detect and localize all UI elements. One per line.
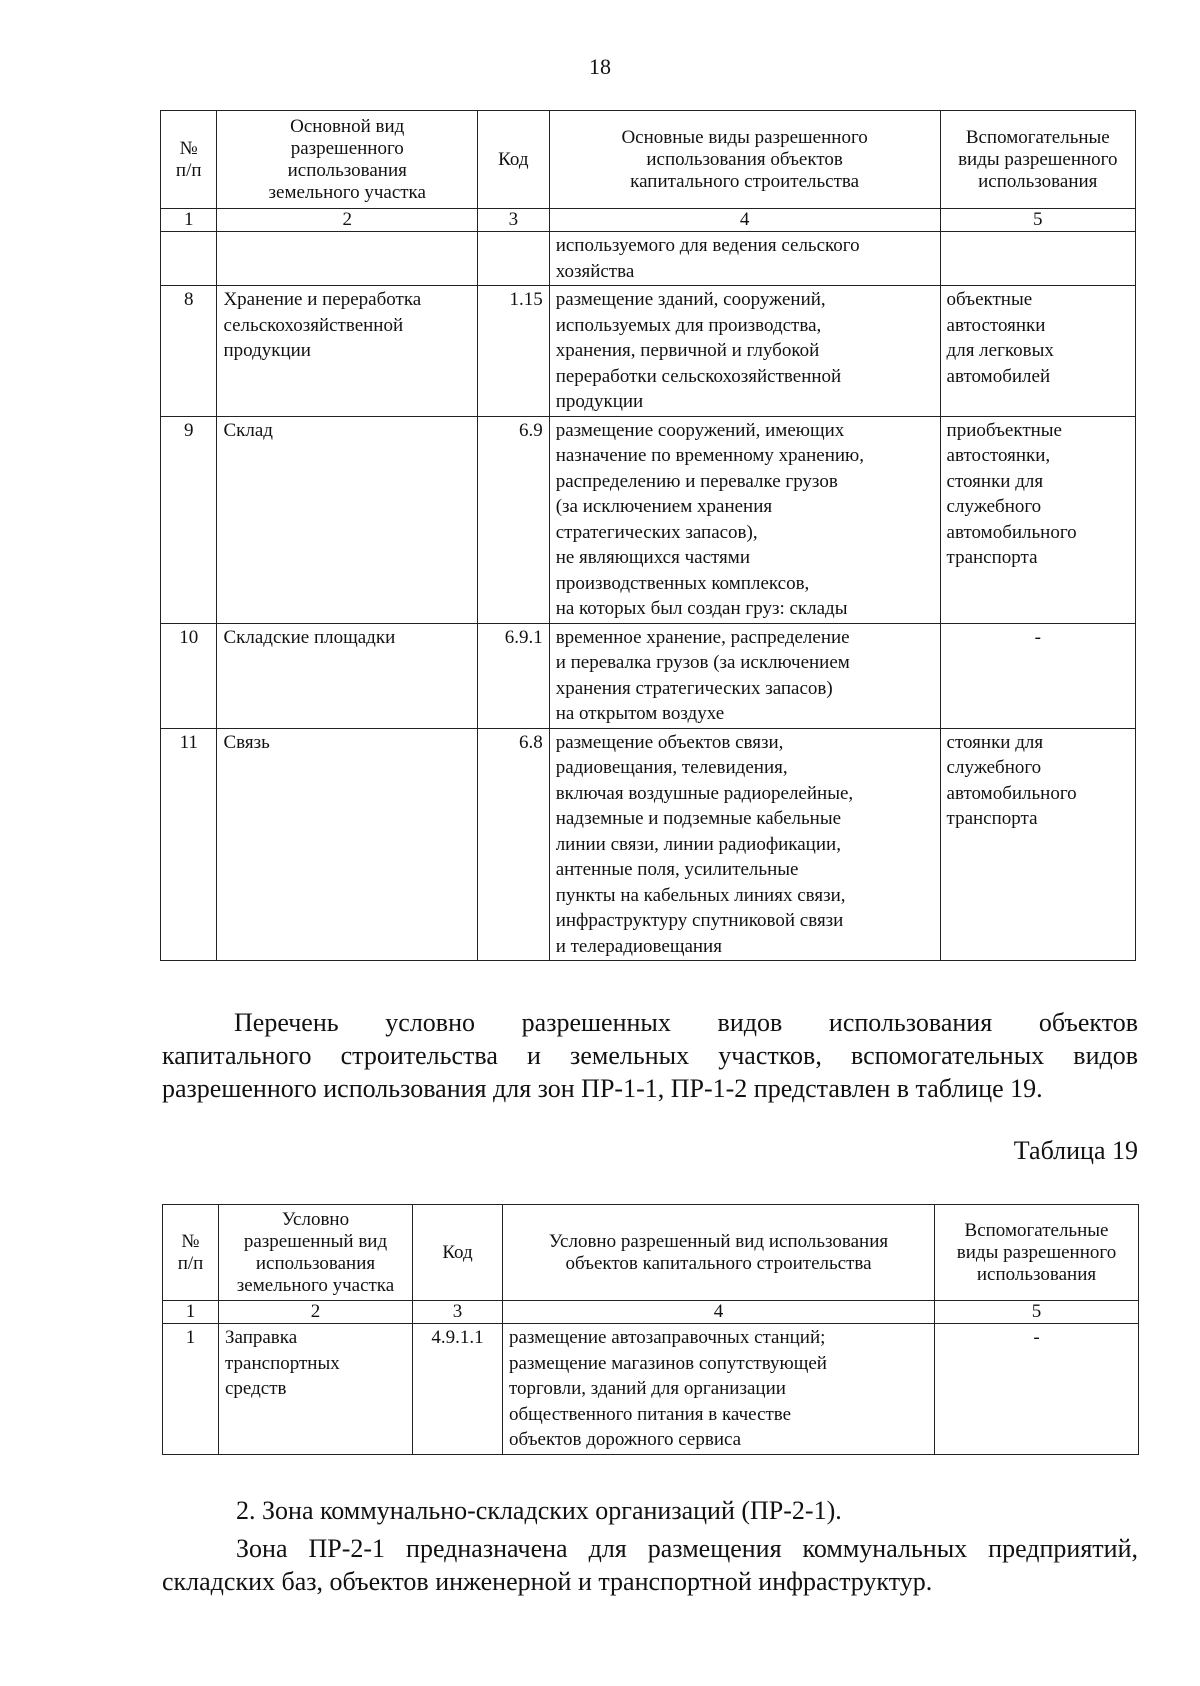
auxiliary-use: приобъектные автостоянки, стоянки для служебного автомобильного транспорта [940, 416, 1135, 623]
main-use-description: временное хранение, распределение и перевалка грузов (за исключением хранения стратегических запасов) на открытом воздухе [549, 623, 940, 728]
main-use-description: размещение объектов связи, радиовещания, телевидения, включая воздушные радиорелейные, надземные и подземные кабельные линии связи, линии радиофикации, антенные поля, усилительные пункты на кабельных линиях связи, инфраструктуру спутниковой связи и телерадиовещания [549, 728, 940, 961]
zone-heading: 2. Зона коммунально-складских организаций (ПР-2-1). [236, 1496, 842, 1525]
header-auxiliary-use: Вспомогательные виды разрешенного использования [940, 111, 1135, 209]
header-conditional-land-use: Условно разрешенный вид использования земельного участка [219, 1205, 413, 1301]
row-number [161, 232, 217, 286]
table-header-row [161, 111, 1136, 209]
column-number: 1 [161, 209, 217, 232]
column-number: 5 [940, 209, 1135, 232]
conditional-use-table-19 [162, 1204, 1139, 1455]
use-code: 1.15 [478, 286, 550, 417]
header-main-land-use: Основной вид разрешенного использования земельного участка [217, 111, 478, 209]
intro-line: Перечень условно разрешенных видов использования объектов [234, 1008, 1138, 1037]
main-use-description: размещение сооружений, имеющих назначение по временному хранению, распределению и перевалке грузов (за исключением хранения стратегических запасов), не являющихся частями производственных комплексов, на которых был создан груз: склады [549, 416, 940, 623]
page-number: 18 [589, 54, 611, 79]
row-number: 11 [161, 728, 217, 961]
auxiliary-use: - [940, 623, 1135, 728]
row-number: 8 [161, 286, 217, 417]
header-code: Код [478, 111, 550, 209]
intro-line: разрешенного использования для зон ПР-1-1, ПР-1-2 представлен в таблице 19. [162, 1074, 1043, 1103]
table-19-caption: Таблица 19 [1013, 1136, 1138, 1165]
table-row [161, 416, 1136, 623]
table-row [161, 623, 1136, 728]
use-code: 6.8 [478, 728, 550, 961]
header-number: № п/п [161, 111, 217, 209]
table-header-row [163, 1205, 1139, 1301]
zone-description [162, 1532, 1138, 1598]
column-number: 3 [413, 1301, 503, 1324]
auxiliary-use [940, 232, 1135, 286]
land-use-name: Заправка транспортных средств [219, 1324, 413, 1455]
intro-paragraph [162, 1006, 1138, 1105]
use-code [478, 232, 550, 286]
use-code: 4.9.1.1 [413, 1324, 503, 1455]
land-use-name: Складские площадки [217, 623, 478, 728]
auxiliary-use: объектные автостоянки для легковых автомобилей [940, 286, 1135, 417]
use-code: 6.9.1 [478, 623, 550, 728]
row-number: 10 [161, 623, 217, 728]
land-use-name: Связь [217, 728, 478, 961]
header-code: Код [413, 1205, 503, 1301]
column-number: 3 [478, 209, 550, 232]
auxiliary-use: - [935, 1324, 1139, 1455]
land-use-name: Склад [217, 416, 478, 623]
header-auxiliary-use: Вспомогательные виды разрешенного использования [935, 1205, 1139, 1301]
land-use-name [217, 232, 478, 286]
row-number: 1 [163, 1324, 219, 1455]
table-row [163, 1324, 1139, 1455]
header-conditional-building-use: Условно разрешенный вид использования объектов капитального строительства [503, 1205, 935, 1301]
header-number: № п/п [163, 1205, 219, 1301]
column-number-row [161, 209, 1136, 232]
auxiliary-use: стоянки для служебного автомобильного транспорта [940, 728, 1135, 961]
main-use-description: размещение зданий, сооружений, используемых для производства, хранения, первичной и глубокой переработки сельскохозяйственной продукции [549, 286, 940, 417]
conditional-use-description: размещение автозаправочных станций; размещение магазинов сопутствующей торговли, зданий для организации общественного питания в качестве объектов дорожного сервиса [503, 1324, 935, 1455]
column-number: 2 [217, 209, 478, 232]
column-number: 4 [503, 1301, 935, 1324]
main-use-description: используемого для ведения сельского хозяйства [549, 232, 940, 286]
use-code: 6.9 [478, 416, 550, 623]
column-number: 2 [219, 1301, 413, 1324]
header-main-building-use: Основные виды разрешенного использования объектов капитального строительства [549, 111, 940, 209]
land-use-table-18 [160, 110, 1136, 961]
row-number: 9 [161, 416, 217, 623]
land-use-name: Хранение и переработка сельскохозяйственной продукции [217, 286, 478, 417]
column-number: 1 [163, 1301, 219, 1324]
column-number: 4 [549, 209, 940, 232]
intro-line: капитального строительства и земельных участков, вспомогательных видов [162, 1041, 1138, 1070]
zone-desc-line: Зона ПР-2-1 предназначена для размещения коммунальных предприятий, [236, 1534, 1138, 1563]
table-row [161, 232, 1136, 286]
zone-desc-line: складских баз, объектов инженерной и транспортной инфраструктур. [162, 1567, 933, 1596]
table-row [161, 728, 1136, 961]
table-row [161, 286, 1136, 417]
column-number: 5 [935, 1301, 1139, 1324]
column-number-row [163, 1301, 1139, 1324]
